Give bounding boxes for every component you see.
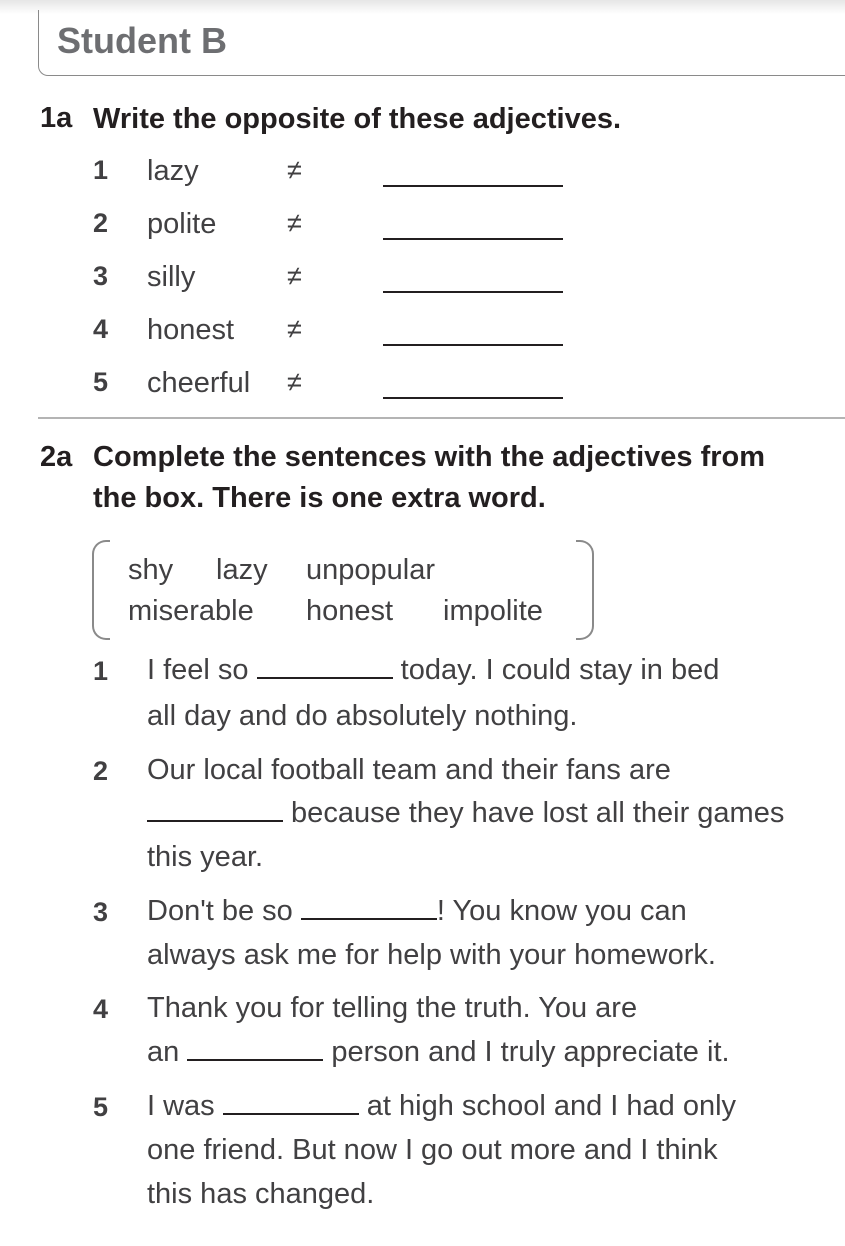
adjective-row: [0, 208, 845, 248]
answer-blank[interactable]: [301, 898, 437, 920]
exercise-1a-instruction: Write the opposite of these adjectives.: [93, 103, 622, 135]
exercise-2a-instruction-line2: the box. There is one extra word.: [93, 482, 546, 514]
sentence-3-line-2: always ask me for help with your homework.: [147, 939, 716, 971]
not-equal-icon: ≠: [287, 314, 302, 344]
adjective-row: [0, 155, 845, 195]
not-equal-icon: ≠: [287, 367, 302, 397]
sentence-5-line-2: one friend. But now I go out more and I think: [147, 1134, 718, 1166]
answer-blank[interactable]: [383, 185, 563, 187]
sentence-2-line-1: Our local football team and their fans are: [147, 754, 671, 786]
answer-blank[interactable]: [187, 1039, 323, 1061]
word-box-item: lazy: [216, 554, 268, 586]
student-title: Student B: [57, 20, 227, 61]
sentence-number: 4: [93, 994, 109, 1024]
answer-blank[interactable]: [223, 1093, 359, 1115]
word-box-item: unpopular: [306, 554, 435, 586]
sentence-2-line-2: because they have lost all their games: [147, 797, 784, 830]
adjective-word: cheerful: [147, 367, 251, 399]
item-number: 2: [93, 208, 109, 238]
not-equal-icon: ≠: [287, 208, 302, 238]
sentence-1-line-2: all day and do absolutely nothing.: [147, 700, 578, 732]
word-box: [92, 540, 594, 640]
sentence-number: 1: [93, 656, 109, 686]
sentence-3-line-1: Don't be so ! You know you can: [147, 895, 687, 927]
not-equal-icon: ≠: [287, 261, 302, 291]
exercise-2a-instruction-line1: Complete the sentences with the adjectives from: [93, 441, 766, 473]
answer-blank[interactable]: [383, 344, 563, 346]
adjective-word: honest: [147, 314, 235, 346]
word-box-item: impolite: [443, 595, 543, 627]
word-box-left-bracket: [92, 540, 110, 640]
adjective-row: [0, 367, 845, 407]
section-divider: [38, 417, 845, 419]
item-number: 5: [93, 367, 109, 397]
not-equal-icon: ≠: [287, 155, 302, 185]
word-box-item: honest: [306, 595, 394, 627]
adjective-word: lazy: [147, 155, 199, 187]
sentence-1-line-1: I feel so today. I could stay in bed: [147, 654, 720, 686]
sentence-4-line-2: an person and I truly appreciate it.: [147, 1036, 730, 1068]
sentence-4-line-1: Thank you for telling the truth. You are: [147, 992, 638, 1024]
sentence-5-line-1: I was at high school and I had only: [147, 1090, 737, 1122]
student-header: [38, 10, 845, 76]
answer-blank[interactable]: [383, 238, 563, 240]
answer-blank[interactable]: [383, 291, 563, 293]
item-number: 1: [93, 155, 109, 185]
word-box-item: miserable: [128, 595, 254, 627]
item-number: 3: [93, 261, 109, 291]
adjective-row: [0, 261, 845, 301]
answer-blank[interactable]: [257, 657, 393, 679]
adjective-row: [0, 314, 845, 354]
sentence-number: 2: [93, 756, 109, 786]
adjective-word: silly: [147, 261, 196, 293]
exercise-2a-number: 2a: [40, 441, 73, 473]
word-box-item: shy: [128, 554, 174, 586]
answer-blank[interactable]: [383, 397, 563, 399]
sentence-number: 5: [93, 1092, 109, 1122]
answer-blank[interactable]: [147, 800, 283, 822]
exercise-1a-number: 1a: [40, 102, 73, 134]
sentence-5-line-3: this has changed.: [147, 1178, 375, 1210]
adjective-word: polite: [147, 208, 217, 240]
sentence-number: 3: [93, 897, 109, 927]
item-number: 4: [93, 314, 109, 344]
word-box-right-bracket: [576, 540, 594, 640]
sentence-2-line-3: this year.: [147, 841, 264, 873]
